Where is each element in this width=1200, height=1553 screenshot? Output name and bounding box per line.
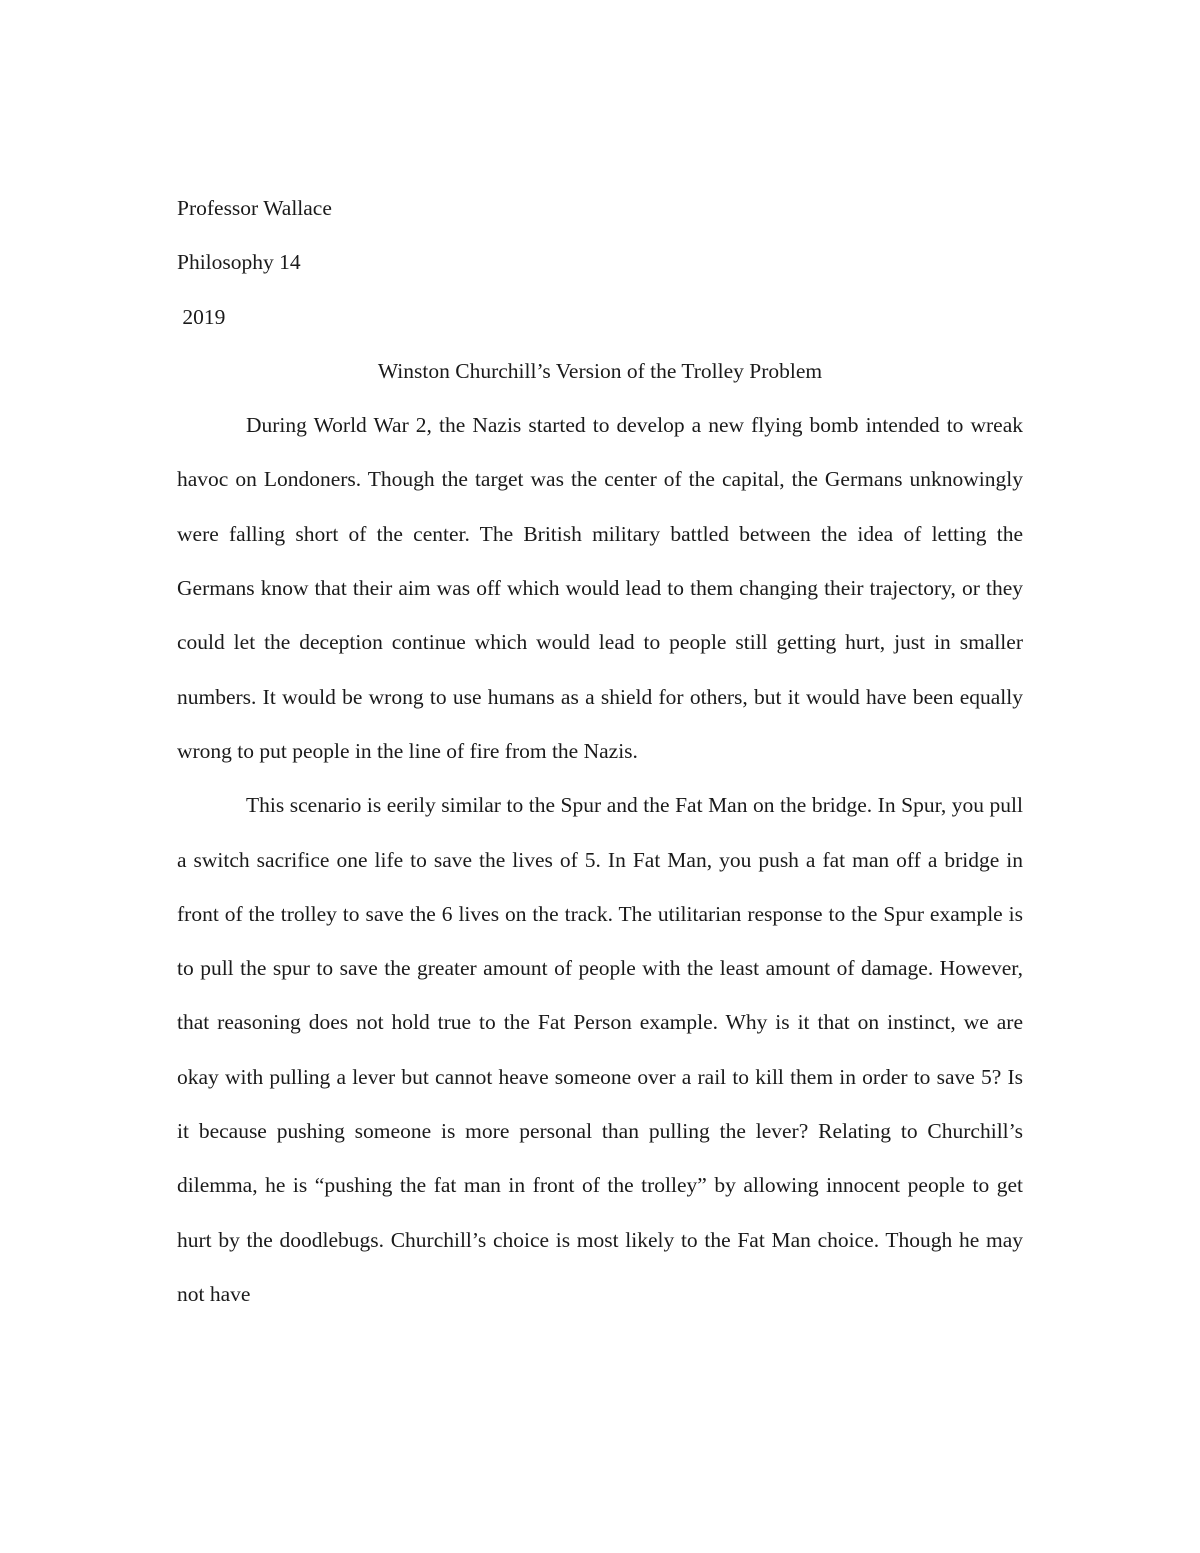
date-line: 2019 [177,304,226,329]
essay-title: Winston Churchill’s Version of the Trolley Problem [377,358,823,383]
paragraph-1: During World War 2, the Nazis started to develop a new flying bomb intended to wreak havoc on Londoners. Though the target was the center of the capital, the Germans unknowingly were falling short of the center. The British military battled between the idea of letting the Germans know that their aim was off which would lead to them changing their trajectory, or they could let the deception continue which would lead to people still getting hurt, just in smaller numbers. It would be wrong to use humans as a shield for others, but it would have been equally wrong to put people in the line of fire from the Nazis. [177,413,1023,763]
paragraph-2: This scenario is eerily similar to the Spur and the Fat Man on the bridge. In Spur, you pull a switch sacrifice one life to save the lives of 5. In Fat Man, you push a fat man off a bridge in front of the trolley to save the 6 lives on the track. The utilitarian response to the Spur example is to pull the spur to save the greater amount of people with the least amount of damage. However, that reasoning does not hold true to the Fat Person example. Why is it that on instinct, we are okay with pulling a lever but cannot heave someone over a rail to kill them in order to save 5? Is it because pushing someone is more personal than pulling the lever? Relating to Churchill’s dilemma, he is “pushing the fat man in front of the trolley” by allowing innocent people to get hurt by the doodlebugs. Churchill’s choice is most likely to the Fat Man choice. Though he may not have [177,793,1023,1306]
professor-name: Professor Wallace [177,196,332,220]
course-name: Philosophy 14 [177,250,301,275]
document-body [177,181,1023,1321]
